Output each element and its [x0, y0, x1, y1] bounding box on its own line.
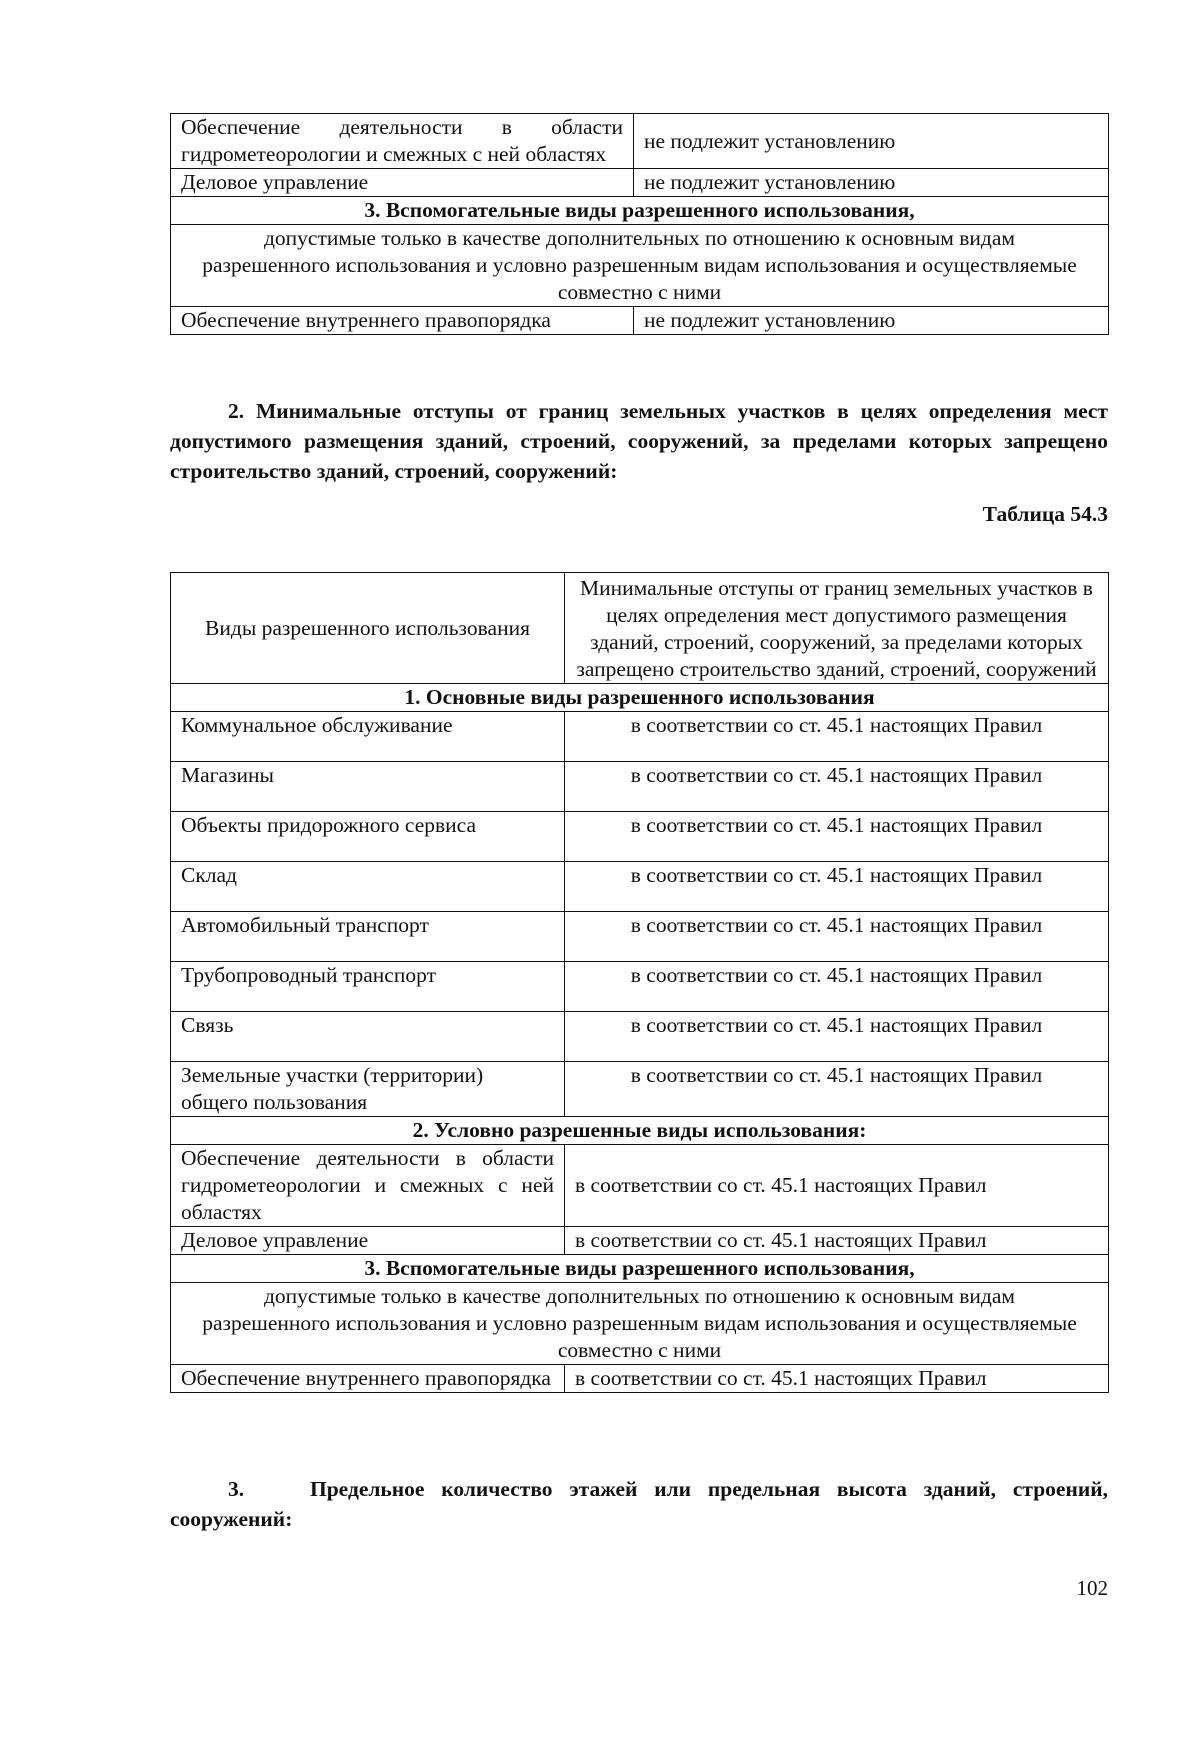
- use-type-cell: Обеспечение внутреннего правопорядка: [171, 307, 634, 335]
- table-header-row: [171, 573, 1109, 684]
- table-row: [171, 114, 1109, 169]
- table-row: [171, 1227, 1109, 1255]
- table-row: [171, 862, 1109, 912]
- setback-cell: в соответствии со ст. 45.1 настоящих Правил: [565, 1227, 1109, 1255]
- page-number: 102: [1076, 1576, 1108, 1600]
- use-type-cell: Обеспечение деятельности в области гидрометеорологии и смежных с ней областях: [171, 114, 634, 169]
- use-type-cell: Трубопроводный транспорт: [171, 962, 565, 1012]
- use-type-cell: Деловое управление: [171, 169, 634, 197]
- table-row: [171, 1062, 1109, 1117]
- table-permitted-uses-continuation: [170, 113, 1109, 335]
- table-row: [171, 1145, 1109, 1227]
- section-3-heading: [170, 1474, 1108, 1534]
- table-row: [171, 762, 1109, 812]
- table-row: [171, 1012, 1109, 1062]
- table-row: [171, 712, 1109, 762]
- setback-cell: в соответствии со ст. 45.1 настоящих Правил: [565, 912, 1109, 962]
- table-row: [171, 1365, 1109, 1393]
- table-row: [171, 912, 1109, 962]
- section-heading-row: [171, 1117, 1109, 1145]
- table-row: [171, 307, 1109, 335]
- use-type-cell: Земельные участки (территории) общего пользования: [171, 1062, 565, 1117]
- section-heading-row: [171, 197, 1109, 225]
- section-2-heading: 2. Минимальные отступы от границ земельных участков в целях определения мест допустимого размещения зданий, строений, сооружений, за пределами которых запрещено строительство зданий, строений, сооружений:: [170, 399, 1108, 483]
- table-row: [171, 812, 1109, 862]
- section-heading-row: [171, 684, 1109, 712]
- setback-cell: в соответствии со ст. 45.1 настоящих Правил: [565, 762, 1109, 812]
- parameter-cell: не подлежит установлению: [634, 114, 1109, 169]
- aux-uses-note: допустимые только в качестве дополнительных по отношению к основным видам разрешенного использования и условно разрешенным видам использования и осуществляемые совместно с ними: [171, 225, 1109, 307]
- section-3-text: Предельное количество этажей или предельная высота зданий, строений, сооружений:: [170, 1477, 1108, 1531]
- use-type-cell: Коммунальное обслуживание: [171, 712, 565, 762]
- use-type-cell: Обеспечение деятельности в области гидрометеорологии и смежных с ней областях: [171, 1145, 565, 1227]
- main-uses-heading: 1. Основные виды разрешенного использования: [171, 684, 1109, 712]
- setback-cell: в соответствии со ст. 45.1 настоящих Правил: [565, 1012, 1109, 1062]
- use-type-cell: Магазины: [171, 762, 565, 812]
- table-minimum-setbacks: [170, 572, 1109, 1393]
- aux-uses-heading: 3. Вспомогательные виды разрешенного использования,: [171, 197, 1109, 225]
- use-type-cell: Автомобильный транспорт: [171, 912, 565, 962]
- setback-cell: в соответствии со ст. 45.1 настоящих Правил: [565, 1062, 1109, 1117]
- section-3-number: 3.: [228, 1477, 245, 1501]
- setback-cell: в соответствии со ст. 45.1 настоящих Правил: [565, 862, 1109, 912]
- parameter-cell: не подлежит установлению: [634, 169, 1109, 197]
- section-note-row: [171, 1283, 1109, 1365]
- use-type-cell: Объекты придорожного сервиса: [171, 812, 565, 862]
- setback-cell: в соответствии со ст. 45.1 настоящих Правил: [565, 712, 1109, 762]
- setback-cell: в соответствии со ст. 45.1 настоящих Правил: [565, 812, 1109, 862]
- use-type-cell: Обеспечение внутреннего правопорядка: [171, 1365, 565, 1393]
- aux-uses-heading: 3. Вспомогательные виды разрешенного использования,: [171, 1255, 1109, 1283]
- section-heading-row: [171, 1255, 1109, 1283]
- use-type-cell: Связь: [171, 1012, 565, 1062]
- header-use-type: Виды разрешенного использования: [171, 573, 565, 684]
- setback-cell: в соответствии со ст. 45.1 настоящих Правил: [565, 962, 1109, 1012]
- table-row: [171, 962, 1109, 1012]
- use-type-cell: Склад: [171, 862, 565, 912]
- setback-cell: в соответствии со ст. 45.1 настоящих Правил: [565, 1145, 1109, 1227]
- aux-uses-note: допустимые только в качестве дополнительных по отношению к основным видам разрешенного использования и условно разрешенным видам использования и осуществляемые совместно с ними: [171, 1283, 1109, 1365]
- section-note-row: [171, 225, 1109, 307]
- header-setbacks: Минимальные отступы от границ земельных участков в целях определения мест допустимого размещения зданий, строений, сооружений, за пределами которых запрещено строительство зданий, строений, сооружений: [565, 573, 1109, 684]
- table-row: [171, 169, 1109, 197]
- use-type-cell: Деловое управление: [171, 1227, 565, 1255]
- setback-cell: в соответствии со ст. 45.1 настоящих Правил: [565, 1365, 1109, 1393]
- parameter-cell: не подлежит установлению: [634, 307, 1109, 335]
- table-caption: Таблица 54.3: [982, 502, 1108, 526]
- conditional-uses-heading: 2. Условно разрешенные виды использования:: [171, 1117, 1109, 1145]
